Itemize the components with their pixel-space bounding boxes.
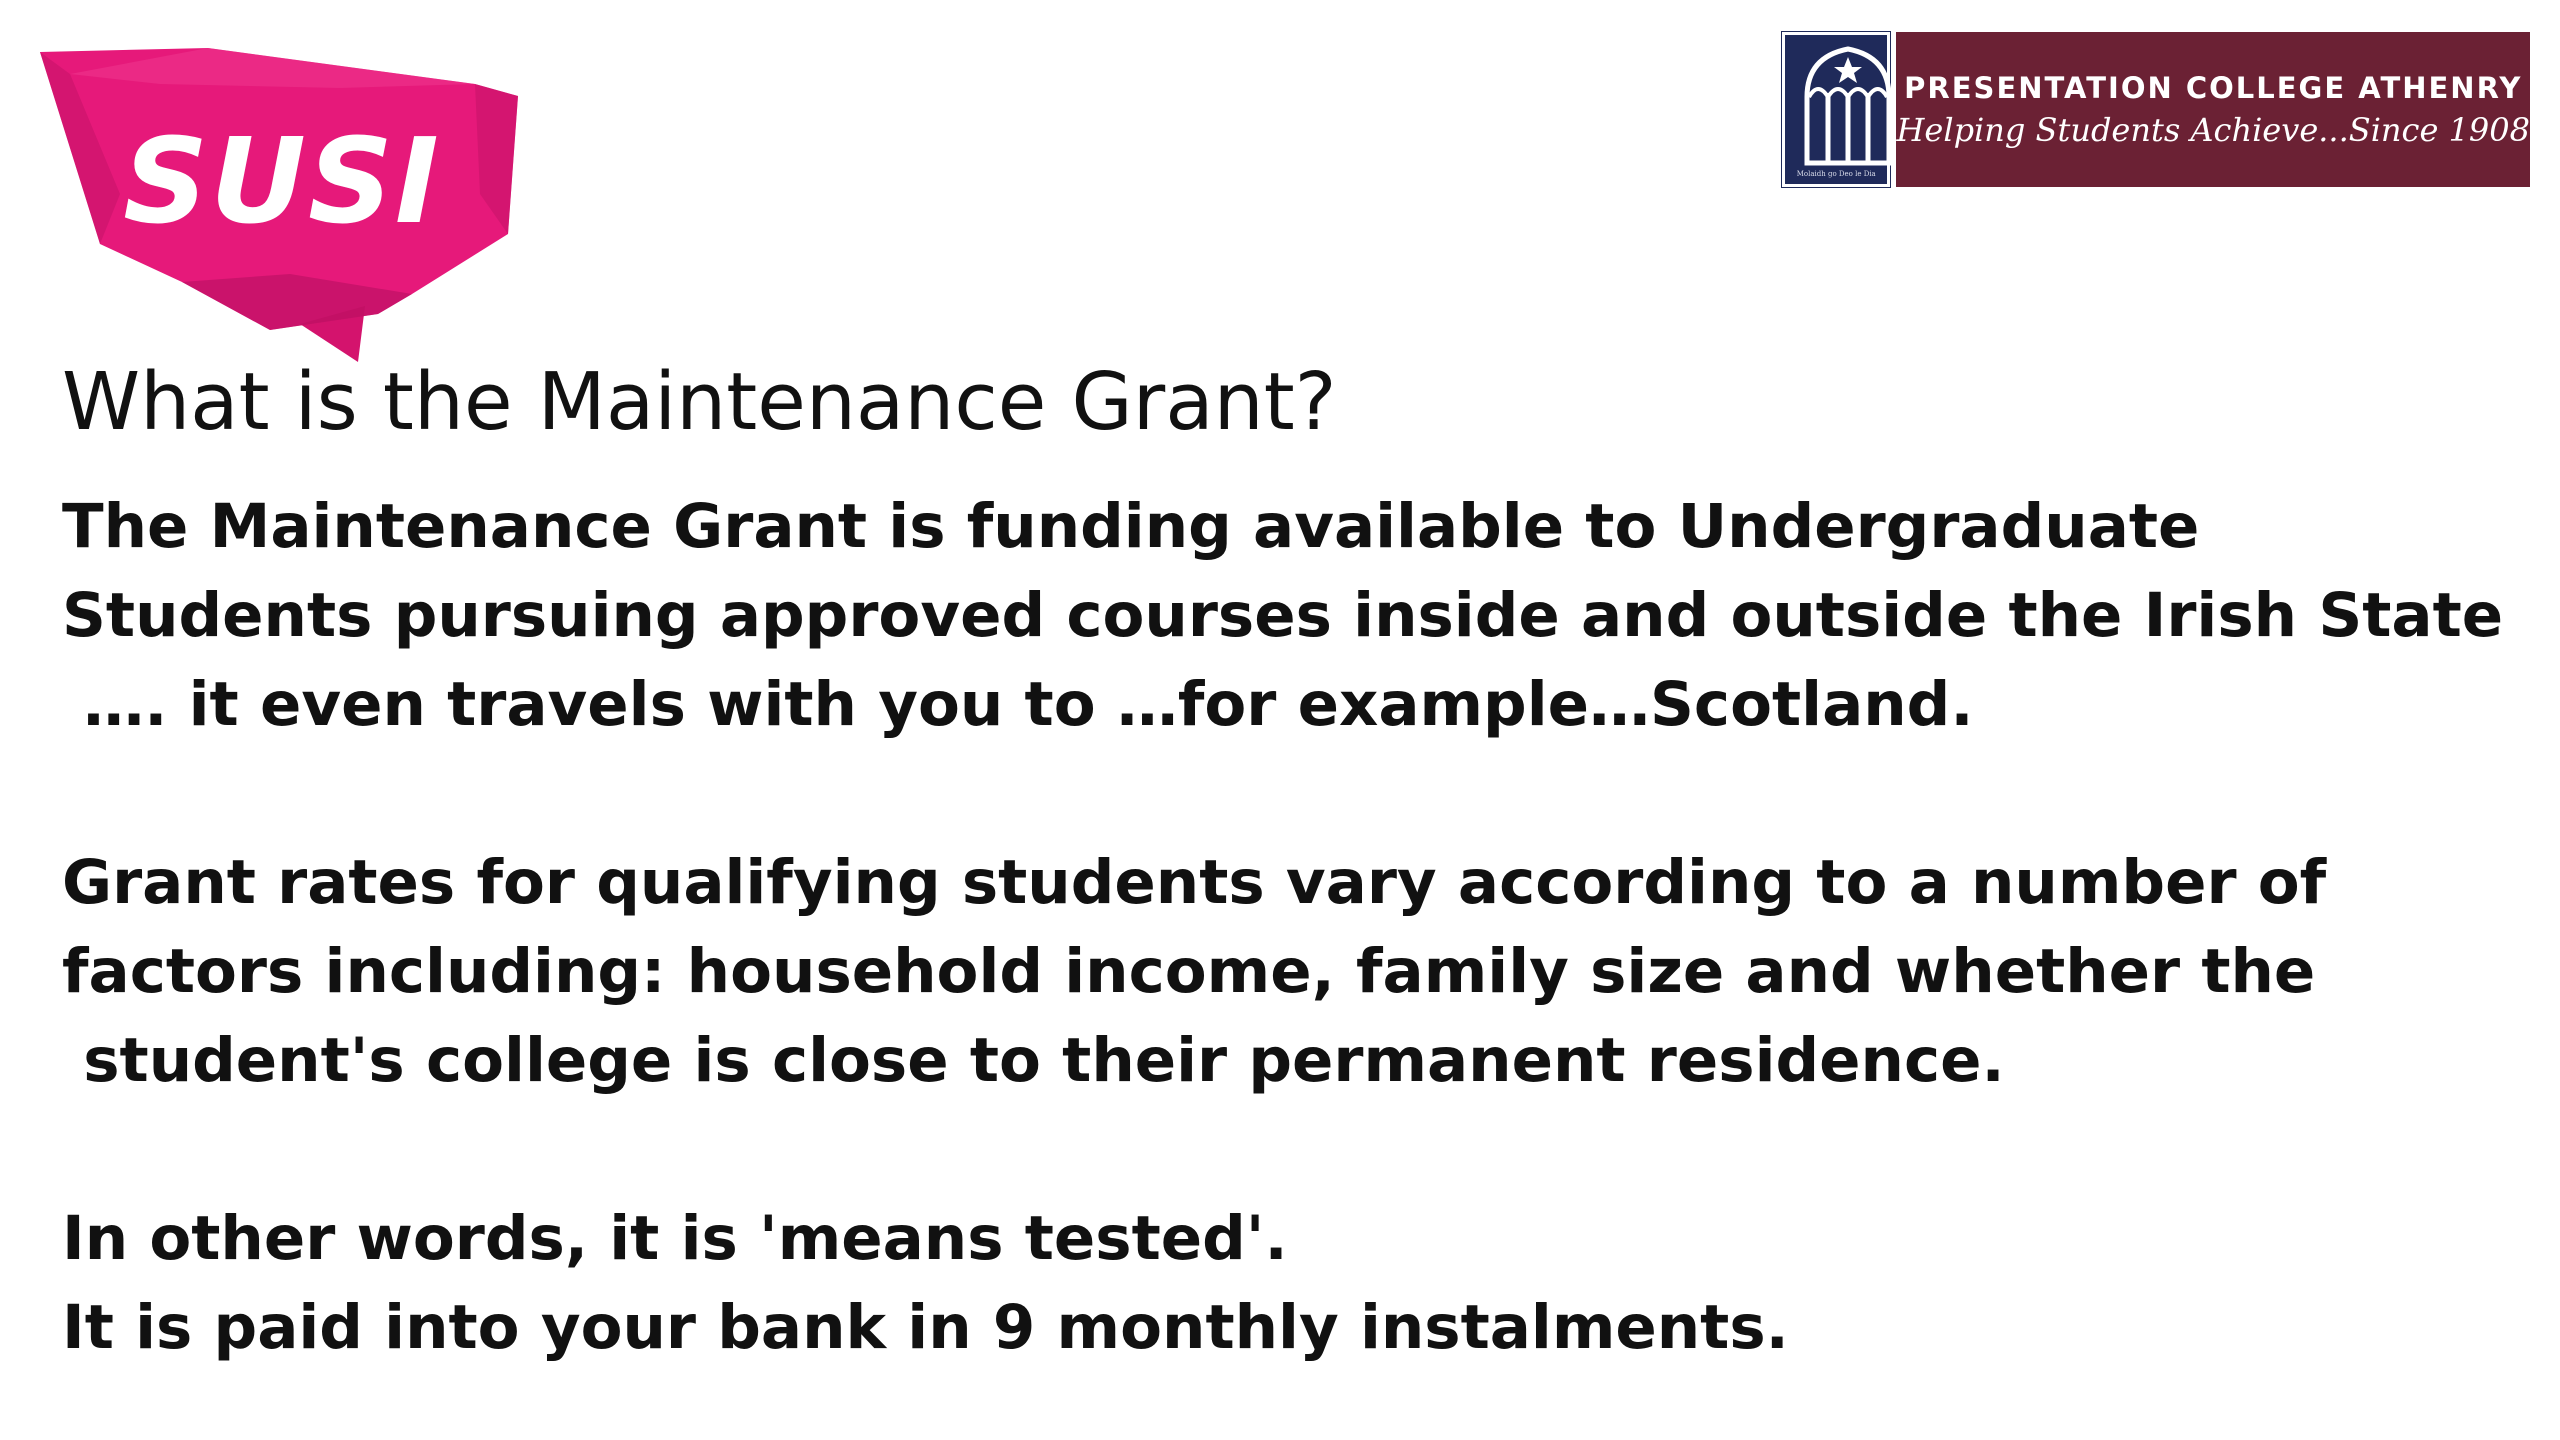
body-line: Students pursuing approved courses inside and outside the Irish State (62, 580, 2504, 651)
college-name-band (1896, 32, 2530, 187)
college-tagline: Helping Students Achieve...Since 1908 (1896, 110, 2530, 149)
page-title: What is the Maintenance Grant? (62, 356, 1337, 448)
susi-logo-graphic (40, 44, 530, 364)
body-line: It is paid into your bank in 9 monthly instalments. (62, 1292, 1789, 1363)
body-line: In other words, it is 'means tested'. (62, 1203, 1288, 1274)
crest-motto: Molaidh go Deo le Dia (1796, 170, 1876, 178)
body-line: …. it even travels with you to …for example…Scotland. (62, 669, 1974, 740)
body-line: student's college is close to their permanent residence. (62, 1025, 2005, 1096)
paragraph-gap (62, 749, 2462, 838)
college-crest-icon (1782, 32, 1890, 187)
susi-logo (40, 44, 530, 364)
slide-body (62, 482, 2504, 1372)
body-line: The Maintenance Grant is funding available to Undergraduate (62, 491, 2200, 562)
susi-logo-text: SUSI (123, 112, 441, 250)
college-name: PRESENTATION COLLEGE ATHENRY (1904, 70, 2523, 105)
paragraph-gap (62, 1105, 2462, 1194)
body-line: factors including: household income, family size and whether the (62, 936, 2316, 1007)
body-line: Grant rates for qualifying students vary according to a number of (62, 847, 2327, 918)
college-logo (1782, 32, 2530, 187)
